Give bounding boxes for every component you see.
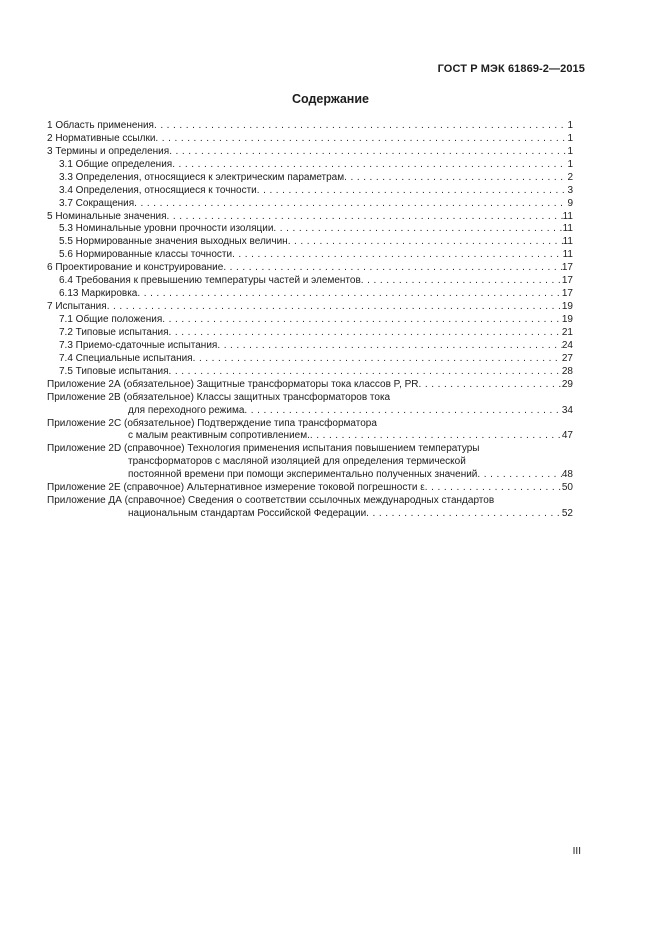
toc-entry-label: 3.1 Общие определения — [59, 158, 173, 170]
dot-leader — [477, 469, 561, 482]
toc-entry-label: 6.13 Маркировка — [59, 288, 138, 300]
toc-entry[interactable] — [47, 198, 573, 211]
dot-leader — [107, 301, 562, 314]
appendix-title-line: Приложение 2D (справочное) Технология применения испытания повышением температуры — [47, 443, 480, 455]
toc-entry[interactable] — [47, 236, 573, 249]
toc-appendix-entry[interactable] — [47, 495, 573, 521]
toc-entry[interactable] — [47, 275, 573, 288]
toc-entry-label: для переходного режима — [128, 404, 245, 416]
toc-entry-label: 3.7 Сокращения — [59, 197, 135, 209]
toc-entry-label: Приложение 2А (обязательное) Защитные трансформаторы тока классов P, PR — [47, 378, 419, 390]
appendix-last-line — [47, 482, 573, 495]
toc-appendix-entry[interactable] — [47, 392, 573, 418]
toc-entry[interactable] — [47, 211, 573, 224]
toc-entry-page: 11 — [562, 223, 573, 235]
toc-entry[interactable] — [47, 249, 573, 262]
toc-entry[interactable] — [47, 224, 573, 237]
toc-entry[interactable] — [47, 146, 573, 159]
toc-entry[interactable] — [47, 314, 573, 327]
dot-leader — [273, 223, 562, 236]
toc-entry[interactable] — [47, 366, 573, 379]
toc-entry-page: 19 — [561, 301, 573, 313]
dot-leader — [217, 340, 562, 353]
toc-entry-label: 7 Испытания — [47, 301, 107, 313]
dot-leader — [232, 249, 563, 262]
dot-leader — [366, 508, 562, 521]
toc-entry-page: 1 — [567, 132, 573, 144]
dot-leader — [223, 262, 562, 275]
toc-entry-page: 24 — [561, 339, 573, 351]
toc-entry-label: 5 Номинальные значения — [47, 210, 167, 222]
standard-number: ГОСТ Р МЭК 61869-2—2015 — [437, 63, 585, 75]
toc-entry[interactable] — [47, 172, 573, 185]
toc-appendix-entry[interactable] — [47, 443, 573, 482]
toc-entry-page: 11 — [562, 210, 573, 222]
toc-entry[interactable] — [47, 340, 573, 353]
dot-leader — [169, 366, 562, 379]
page-number: III — [572, 846, 581, 857]
toc-entry-label: 7.4 Специальные испытания — [59, 352, 193, 364]
toc-entry-label: с малым реактивным сопротивлением. — [128, 430, 310, 442]
dot-leader — [134, 198, 567, 211]
toc-entry-page: 1 — [567, 145, 573, 157]
dot-leader — [172, 159, 567, 172]
page-title: Содержание — [291, 92, 369, 106]
toc-entry-page: 50 — [561, 482, 573, 494]
toc-entry-label: 3.4 Определения, относящиеся к точности — [59, 184, 257, 196]
dot-leader — [425, 482, 562, 495]
dot-leader — [288, 236, 563, 249]
toc-entry-page: 47 — [561, 430, 573, 442]
dot-leader — [155, 133, 567, 146]
toc-entry-page: 21 — [561, 326, 573, 338]
toc-entry-page: 28 — [561, 365, 573, 377]
toc-entry-label: 7.5 Типовые испытания — [59, 365, 169, 377]
appendix-title-line: Приложение 2С (обязательное) Подтверждение типа трансформатора — [47, 417, 377, 429]
dot-leader — [169, 146, 567, 159]
appendix-last-line — [47, 469, 573, 482]
toc-entry-page: 2 — [567, 171, 573, 183]
toc-entry-label: постоянной времени при помощи экспериментально полученных значений — [128, 469, 478, 481]
toc-entry-label: 7.2 Типовые испытания — [59, 326, 169, 338]
toc-entry-label: 2 Нормативные ссылки — [47, 132, 156, 144]
toc-entry-label: национальным стандартам Российской Федерации — [128, 508, 367, 520]
appendix-last-line — [47, 508, 573, 521]
dot-leader — [310, 430, 562, 443]
toc-entry[interactable] — [47, 133, 573, 146]
toc-entry[interactable] — [47, 288, 573, 301]
toc-entry[interactable] — [47, 262, 573, 275]
dot-leader — [244, 405, 561, 418]
toc-entry-page: 17 — [561, 275, 573, 287]
toc-entry-page: 11 — [562, 249, 573, 261]
toc-entry-label: 6.4 Требования к превышению температуры частей и элементов — [59, 275, 361, 287]
toc-entry-label: 3 Термины и определения — [47, 145, 170, 157]
appendix-last-line — [47, 379, 573, 392]
appendix-title-line: Приложение ДА (справочное) Сведения о соответствии ссылочных международных стандартов — [47, 495, 495, 507]
toc-entry[interactable] — [47, 159, 573, 172]
toc-entry[interactable] — [47, 327, 573, 340]
toc-entry-label: 7.1 Общие положения — [59, 314, 163, 326]
appendix-title-line: трансформаторов с масляной изоляцией для определения термической — [128, 456, 466, 468]
dot-leader — [162, 314, 562, 327]
toc-entry-page: 48 — [561, 469, 573, 481]
toc-entry-label: 1 Область применения — [47, 119, 154, 131]
toc-entry-page: 19 — [561, 314, 573, 326]
toc-entry[interactable] — [47, 185, 573, 198]
toc-entry-page: 17 — [561, 262, 573, 274]
toc-entry-label: 5.6 Нормированные классы точности — [59, 249, 233, 261]
dot-leader — [344, 172, 567, 185]
appendix-last-line — [47, 405, 573, 418]
dot-leader — [193, 353, 562, 366]
dot-leader — [257, 185, 568, 198]
toc-entry-label: 6 Проектирование и конструирование — [47, 262, 224, 274]
toc-entry-page: 29 — [561, 378, 573, 390]
toc-entry-label: Приложение 2Е (справочное) Альтернативное измерение токовой погрешности ε — [47, 482, 425, 494]
toc-appendix-entry[interactable] — [47, 418, 573, 444]
appendix-last-line — [47, 431, 573, 444]
table-of-contents — [47, 120, 573, 521]
toc-entry-page: 3 — [567, 184, 573, 196]
toc-entry[interactable] — [47, 353, 573, 366]
toc-entry[interactable] — [47, 120, 573, 133]
toc-entry-label: 3.3 Определения, относящиеся к электрическим параметрам — [59, 171, 345, 183]
toc-entry-label: 5.5 Нормированные значения выходных величин — [59, 236, 288, 248]
toc-entry-page: 1 — [567, 119, 573, 131]
toc-appendix-entry[interactable] — [47, 379, 573, 392]
toc-entry-label: 7.3 Приемо-сдаточные испытания — [59, 339, 218, 351]
dot-leader — [361, 275, 562, 288]
toc-entry-page: 17 — [561, 288, 573, 300]
toc-entry-page: 9 — [567, 197, 573, 209]
toc-entry-page: 1 — [567, 158, 573, 170]
toc-entry-label: 5.3 Номинальные уровни прочности изоляции — [59, 223, 274, 235]
toc-entry-page: 52 — [561, 508, 573, 520]
toc-appendix-entry[interactable] — [47, 482, 573, 495]
toc-entry[interactable] — [47, 301, 573, 314]
toc-entry-page: 11 — [562, 236, 573, 248]
appendix-title-line: Приложение 2В (обязательное) Классы защитных трансформаторов тока — [47, 391, 391, 403]
dot-leader — [169, 327, 562, 340]
dot-leader — [167, 211, 563, 224]
toc-entry-page: 34 — [561, 404, 573, 416]
dot-leader — [137, 288, 562, 301]
dot-leader — [419, 379, 562, 392]
toc-entry-page: 27 — [561, 352, 573, 364]
dot-leader — [154, 120, 567, 133]
